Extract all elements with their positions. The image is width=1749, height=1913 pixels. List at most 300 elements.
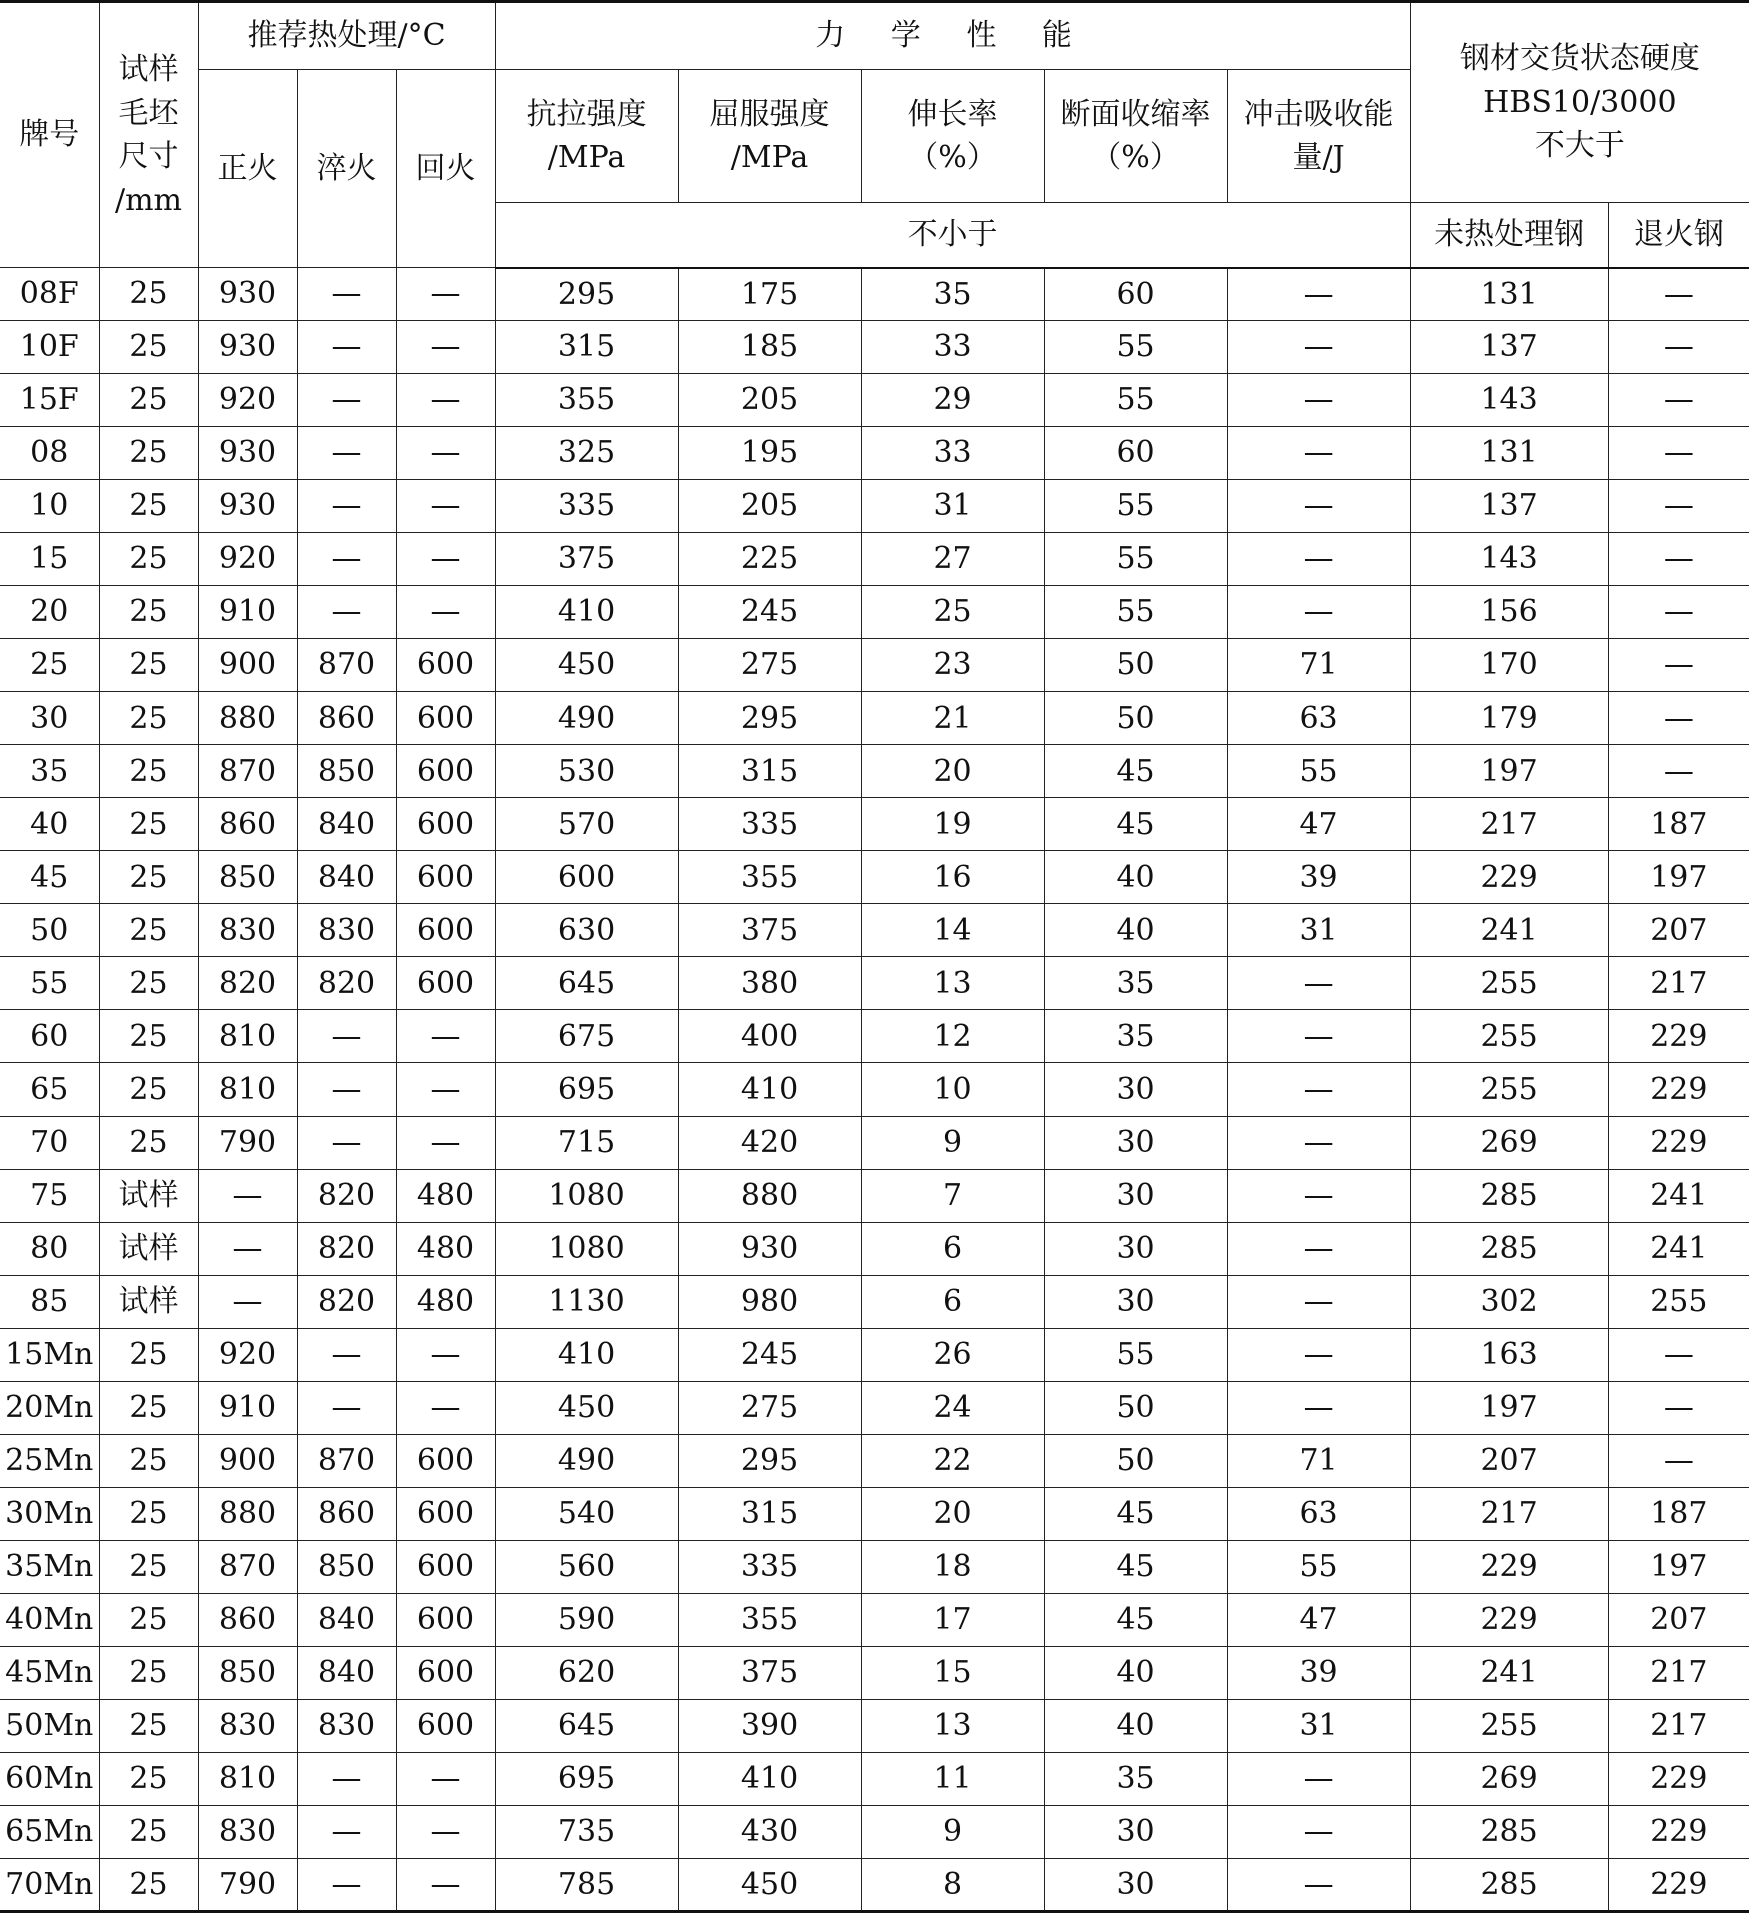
cell-hardness-untreated: 241: [1410, 904, 1608, 957]
cell-sample-size: 25: [99, 798, 198, 851]
cell-yield-strength: 450: [678, 1858, 861, 1911]
cell-quenching: —: [297, 480, 396, 533]
cell-normalizing: 830: [198, 1805, 297, 1858]
cell-normalizing: 830: [198, 904, 297, 957]
cell-reduction-of-area: 45: [1044, 1487, 1227, 1540]
cell-grade: 45Mn: [0, 1646, 99, 1699]
cell-reduction-of-area: 30: [1044, 1222, 1227, 1275]
cell-elongation: 20: [861, 1487, 1044, 1540]
cell-hardness-untreated: 143: [1410, 533, 1608, 586]
cell-impact-energy: 39: [1227, 851, 1410, 904]
cell-tensile-strength: 590: [495, 1593, 678, 1646]
table-row: [0, 798, 1749, 851]
cell-hardness-annealed: —: [1608, 586, 1749, 639]
cell-grade: 10F: [0, 321, 99, 374]
cell-normalizing: —: [198, 1275, 297, 1328]
cell-reduction-of-area: 50: [1044, 1381, 1227, 1434]
table-row: [0, 268, 1749, 321]
cell-sample-size: 25: [99, 1540, 198, 1593]
cell-hardness-annealed: 229: [1608, 1805, 1749, 1858]
cell-tempering: 600: [396, 1593, 495, 1646]
cell-hardness-untreated: 197: [1410, 745, 1608, 798]
cell-elongation: 33: [861, 321, 1044, 374]
cell-impact-energy: —: [1227, 1222, 1410, 1275]
cell-quenching: —: [297, 533, 396, 586]
table-row: [0, 639, 1749, 692]
cell-tempering: —: [396, 1116, 495, 1169]
cell-sample-size: 25: [99, 1858, 198, 1911]
cell-yield-strength: 175: [678, 268, 861, 321]
cell-yield-strength: 315: [678, 1487, 861, 1540]
cell-yield-strength: 410: [678, 1063, 861, 1116]
cell-elongation: 15: [861, 1646, 1044, 1699]
header-elongation: [861, 70, 1044, 203]
cell-hardness-annealed: 187: [1608, 798, 1749, 851]
cell-tensile-strength: 450: [495, 639, 678, 692]
cell-tensile-strength: 540: [495, 1487, 678, 1540]
cell-hardness-annealed: 217: [1608, 957, 1749, 1010]
cell-tensile-strength: 410: [495, 1328, 678, 1381]
cell-tensile-strength: 645: [495, 1699, 678, 1752]
cell-tempering: —: [396, 1010, 495, 1063]
table-row: [0, 1699, 1749, 1752]
cell-tensile-strength: 295: [495, 268, 678, 321]
cell-quenching: 870: [297, 1434, 396, 1487]
cell-yield-strength: 375: [678, 1646, 861, 1699]
header-reduction-of-area: [1044, 70, 1227, 203]
cell-normalizing: 930: [198, 321, 297, 374]
cell-normalizing: 850: [198, 1646, 297, 1699]
cell-normalizing: 880: [198, 1487, 297, 1540]
cell-elongation: 17: [861, 1593, 1044, 1646]
cell-normalizing: 920: [198, 1328, 297, 1381]
cell-elongation: 10: [861, 1063, 1044, 1116]
cell-reduction-of-area: 45: [1044, 1540, 1227, 1593]
cell-elongation: 25: [861, 586, 1044, 639]
cell-hardness-untreated: 131: [1410, 427, 1608, 480]
cell-reduction-of-area: 50: [1044, 1434, 1227, 1487]
cell-normalizing: 860: [198, 1593, 297, 1646]
cell-normalizing: 810: [198, 1752, 297, 1805]
cell-normalizing: 920: [198, 374, 297, 427]
cell-grade: 20: [0, 586, 99, 639]
cell-elongation: 7: [861, 1169, 1044, 1222]
cell-hardness-untreated: 197: [1410, 1381, 1608, 1434]
cell-tensile-strength: 645: [495, 957, 678, 1010]
cell-reduction-of-area: 30: [1044, 1858, 1227, 1911]
cell-grade: 08F: [0, 268, 99, 321]
cell-sample-size: 25: [99, 1010, 198, 1063]
cell-hardness-untreated: 285: [1410, 1169, 1608, 1222]
cell-sample-size: 25: [99, 692, 198, 745]
cell-tempering: —: [396, 427, 495, 480]
cell-elongation: 8: [861, 1858, 1044, 1911]
cell-tensile-strength: 620: [495, 1646, 678, 1699]
cell-impact-energy: —: [1227, 1858, 1410, 1911]
cell-elongation: 16: [861, 851, 1044, 904]
cell-elongation: 23: [861, 639, 1044, 692]
header-line: 伸长率: [907, 96, 998, 132]
cell-tensile-strength: 355: [495, 374, 678, 427]
cell-impact-energy: 47: [1227, 1593, 1410, 1646]
cell-hardness-annealed: —: [1608, 1328, 1749, 1381]
table-body: [0, 268, 1749, 1912]
cell-sample-size: 25: [99, 268, 198, 321]
cell-reduction-of-area: 35: [1044, 957, 1227, 1010]
cell-elongation: 26: [861, 1328, 1044, 1381]
table-row: [0, 427, 1749, 480]
cell-grade: 50: [0, 904, 99, 957]
cell-normalizing: 920: [198, 533, 297, 586]
cell-reduction-of-area: 40: [1044, 904, 1227, 957]
cell-reduction-of-area: 45: [1044, 1593, 1227, 1646]
cell-grade: 25Mn: [0, 1434, 99, 1487]
cell-quenching: 820: [297, 957, 396, 1010]
cell-elongation: 21: [861, 692, 1044, 745]
cell-hardness-annealed: —: [1608, 1434, 1749, 1487]
cell-normalizing: 930: [198, 427, 297, 480]
cell-tempering: 600: [396, 851, 495, 904]
cell-reduction-of-area: 55: [1044, 1328, 1227, 1381]
cell-tempering: 600: [396, 904, 495, 957]
cell-hardness-untreated: 217: [1410, 1487, 1608, 1540]
cell-reduction-of-area: 55: [1044, 480, 1227, 533]
cell-elongation: 12: [861, 1010, 1044, 1063]
cell-impact-energy: 39: [1227, 1646, 1410, 1699]
cell-hardness-untreated: 255: [1410, 1010, 1608, 1063]
cell-tempering: 600: [396, 1434, 495, 1487]
cell-grade: 15F: [0, 374, 99, 427]
cell-hardness-untreated: 229: [1410, 851, 1608, 904]
cell-sample-size: 25: [99, 427, 198, 480]
cell-tensile-strength: 1130: [495, 1275, 678, 1328]
cell-hardness-untreated: 229: [1410, 1540, 1608, 1593]
cell-hardness-annealed: 217: [1608, 1646, 1749, 1699]
cell-normalizing: 930: [198, 480, 297, 533]
header-hardness-line: HBS10/3000: [1483, 84, 1677, 120]
cell-grade: 15Mn: [0, 1328, 99, 1381]
cell-sample-size: 25: [99, 1487, 198, 1540]
cell-hardness-annealed: 229: [1608, 1116, 1749, 1169]
header-sample-size-line: 试样: [118, 52, 179, 87]
cell-hardness-annealed: —: [1608, 427, 1749, 480]
cell-tensile-strength: 735: [495, 1805, 678, 1858]
cell-elongation: 29: [861, 374, 1044, 427]
header-quenching: 淬火: [297, 70, 396, 268]
cell-reduction-of-area: 55: [1044, 533, 1227, 586]
cell-quenching: 840: [297, 798, 396, 851]
cell-grade: 35Mn: [0, 1540, 99, 1593]
cell-hardness-annealed: —: [1608, 1381, 1749, 1434]
cell-hardness-untreated: 255: [1410, 1699, 1608, 1752]
cell-reduction-of-area: 30: [1044, 1116, 1227, 1169]
cell-grade: 30: [0, 692, 99, 745]
cell-elongation: 18: [861, 1540, 1044, 1593]
cell-elongation: 33: [861, 427, 1044, 480]
cell-yield-strength: 205: [678, 480, 861, 533]
cell-yield-strength: 375: [678, 904, 861, 957]
cell-sample-size: 25: [99, 480, 198, 533]
cell-reduction-of-area: 55: [1044, 586, 1227, 639]
cell-tensile-strength: 1080: [495, 1222, 678, 1275]
cell-elongation: 22: [861, 1434, 1044, 1487]
cell-impact-energy: —: [1227, 1381, 1410, 1434]
table-row: [0, 1487, 1749, 1540]
table-row: [0, 957, 1749, 1010]
cell-elongation: 13: [861, 957, 1044, 1010]
cell-hardness-untreated: 269: [1410, 1116, 1608, 1169]
cell-tempering: —: [396, 1328, 495, 1381]
cell-tempering: 600: [396, 957, 495, 1010]
header-yield-strength: [678, 70, 861, 203]
cell-impact-energy: —: [1227, 1116, 1410, 1169]
cell-impact-energy: —: [1227, 1805, 1410, 1858]
cell-tempering: —: [396, 321, 495, 374]
header-hardness-line: 钢材交货状态硬度: [1459, 41, 1700, 77]
header-tempering: 回火: [396, 70, 495, 268]
cell-sample-size: 25: [99, 1646, 198, 1699]
cell-tensile-strength: 600: [495, 851, 678, 904]
cell-hardness-untreated: 131: [1410, 268, 1608, 321]
cell-grade: 60Mn: [0, 1752, 99, 1805]
cell-normalizing: 930: [198, 268, 297, 321]
table-row: [0, 692, 1749, 745]
cell-quenching: 850: [297, 745, 396, 798]
cell-hardness-annealed: —: [1608, 692, 1749, 745]
cell-tempering: 600: [396, 798, 495, 851]
cell-quenching: 820: [297, 1169, 396, 1222]
header-line: （%）: [1091, 140, 1180, 175]
cell-tempering: —: [396, 1858, 495, 1911]
cell-sample-size: 25: [99, 1593, 198, 1646]
cell-impact-energy: —: [1227, 586, 1410, 639]
cell-impact-energy: 71: [1227, 639, 1410, 692]
cell-tempering: —: [396, 268, 495, 321]
header-sample-size-line: 毛坯: [118, 95, 179, 131]
header-heat-treatment: 推荐热处理/°C: [198, 2, 495, 70]
cell-tempering: —: [396, 1063, 495, 1116]
cell-yield-strength: 430: [678, 1805, 861, 1858]
cell-sample-size: 试样: [99, 1275, 198, 1328]
cell-hardness-untreated: 207: [1410, 1434, 1608, 1487]
cell-grade: 25: [0, 639, 99, 692]
cell-reduction-of-area: 30: [1044, 1063, 1227, 1116]
cell-hardness-untreated: 143: [1410, 374, 1608, 427]
cell-reduction-of-area: 55: [1044, 374, 1227, 427]
table-row: [0, 1540, 1749, 1593]
cell-impact-energy: —: [1227, 1063, 1410, 1116]
cell-tensile-strength: 375: [495, 533, 678, 586]
cell-tensile-strength: 570: [495, 798, 678, 851]
cell-tempering: 600: [396, 692, 495, 745]
header-hardness-line: 不大于: [1534, 128, 1625, 164]
cell-tensile-strength: 335: [495, 480, 678, 533]
cell-tensile-strength: 450: [495, 1381, 678, 1434]
cell-yield-strength: 295: [678, 692, 861, 745]
header-line: 屈服强度: [709, 96, 830, 132]
table-row: [0, 480, 1749, 533]
cell-hardness-untreated: 137: [1410, 480, 1608, 533]
cell-elongation: 9: [861, 1116, 1044, 1169]
cell-normalizing: 870: [198, 1540, 297, 1593]
cell-yield-strength: 355: [678, 851, 861, 904]
header-sample-size: [99, 2, 198, 268]
header-hardness: [1410, 2, 1749, 203]
cell-normalizing: 910: [198, 586, 297, 639]
cell-reduction-of-area: 45: [1044, 745, 1227, 798]
cell-yield-strength: 980: [678, 1275, 861, 1328]
cell-normalizing: 870: [198, 745, 297, 798]
cell-quenching: 870: [297, 639, 396, 692]
cell-tempering: 480: [396, 1275, 495, 1328]
cell-tempering: 600: [396, 745, 495, 798]
cell-normalizing: 820: [198, 957, 297, 1010]
cell-hardness-annealed: 229: [1608, 1858, 1749, 1911]
cell-quenching: —: [297, 268, 396, 321]
cell-quenching: —: [297, 1752, 396, 1805]
cell-hardness-untreated: 179: [1410, 692, 1608, 745]
table-row: [0, 1063, 1749, 1116]
cell-sample-size: 25: [99, 1805, 198, 1858]
cell-grade: 40: [0, 798, 99, 851]
cell-hardness-untreated: 170: [1410, 639, 1608, 692]
cell-quenching: —: [297, 1805, 396, 1858]
cell-grade: 85: [0, 1275, 99, 1328]
cell-quenching: —: [297, 1381, 396, 1434]
cell-grade: 45: [0, 851, 99, 904]
cell-reduction-of-area: 30: [1044, 1275, 1227, 1328]
cell-quenching: —: [297, 427, 396, 480]
cell-yield-strength: 245: [678, 1328, 861, 1381]
cell-reduction-of-area: 55: [1044, 321, 1227, 374]
header-grade: 牌号: [0, 2, 99, 268]
header-not-less-than: 不小于: [495, 203, 1410, 268]
cell-sample-size: 25: [99, 639, 198, 692]
cell-sample-size: 25: [99, 1381, 198, 1434]
table-row: [0, 1381, 1749, 1434]
cell-normalizing: 850: [198, 851, 297, 904]
cell-sample-size: 试样: [99, 1222, 198, 1275]
table-row: [0, 533, 1749, 586]
cell-hardness-annealed: 229: [1608, 1063, 1749, 1116]
cell-reduction-of-area: 60: [1044, 268, 1227, 321]
cell-yield-strength: 880: [678, 1169, 861, 1222]
cell-elongation: 20: [861, 745, 1044, 798]
cell-quenching: —: [297, 321, 396, 374]
cell-elongation: 6: [861, 1275, 1044, 1328]
cell-yield-strength: 380: [678, 957, 861, 1010]
cell-tensile-strength: 1080: [495, 1169, 678, 1222]
cell-hardness-untreated: 137: [1410, 321, 1608, 374]
cell-hardness-annealed: 241: [1608, 1222, 1749, 1275]
table-row: [0, 1275, 1749, 1328]
cell-impact-energy: —: [1227, 1328, 1410, 1381]
cell-quenching: 840: [297, 1646, 396, 1699]
cell-hardness-untreated: 156: [1410, 586, 1608, 639]
cell-reduction-of-area: 35: [1044, 1752, 1227, 1805]
header-line: 冲击吸收能: [1243, 96, 1394, 132]
cell-yield-strength: 315: [678, 745, 861, 798]
header-line: 量/J: [1292, 140, 1345, 175]
header-sample-size-line: /mm: [114, 182, 182, 218]
cell-impact-energy: —: [1227, 1752, 1410, 1805]
cell-tempering: 480: [396, 1169, 495, 1222]
cell-tempering: —: [396, 480, 495, 533]
cell-normalizing: 810: [198, 1010, 297, 1063]
cell-hardness-annealed: —: [1608, 745, 1749, 798]
cell-hardness-annealed: 217: [1608, 1699, 1749, 1752]
cell-yield-strength: 275: [678, 1381, 861, 1434]
cell-hardness-untreated: 241: [1410, 1646, 1608, 1699]
cell-normalizing: 830: [198, 1699, 297, 1752]
cell-normalizing: 900: [198, 639, 297, 692]
cell-tempering: 600: [396, 1699, 495, 1752]
cell-tensile-strength: 530: [495, 745, 678, 798]
cell-grade: 10: [0, 480, 99, 533]
cell-tensile-strength: 315: [495, 321, 678, 374]
header-line: /MPa: [730, 140, 809, 175]
cell-impact-energy: 31: [1227, 904, 1410, 957]
table-row: [0, 851, 1749, 904]
cell-elongation: 13: [861, 1699, 1044, 1752]
cell-tensile-strength: 560: [495, 1540, 678, 1593]
cell-hardness-annealed: 229: [1608, 1010, 1749, 1063]
cell-sample-size: 25: [99, 904, 198, 957]
cell-reduction-of-area: 30: [1044, 1169, 1227, 1222]
cell-normalizing: 810: [198, 1063, 297, 1116]
cell-hardness-untreated: 163: [1410, 1328, 1608, 1381]
header-line: 断面收缩率: [1060, 96, 1211, 132]
cell-sample-size: 25: [99, 745, 198, 798]
cell-hardness-untreated: 229: [1410, 1593, 1608, 1646]
table-row: [0, 904, 1749, 957]
cell-tensile-strength: 490: [495, 1434, 678, 1487]
table-row: [0, 1858, 1749, 1911]
cell-normalizing: 790: [198, 1116, 297, 1169]
cell-yield-strength: 335: [678, 798, 861, 851]
cell-yield-strength: 205: [678, 374, 861, 427]
cell-impact-energy: 55: [1227, 1540, 1410, 1593]
cell-elongation: 6: [861, 1222, 1044, 1275]
cell-elongation: 14: [861, 904, 1044, 957]
cell-elongation: 24: [861, 1381, 1044, 1434]
cell-sample-size: 25: [99, 533, 198, 586]
table-row: [0, 321, 1749, 374]
cell-impact-energy: —: [1227, 1010, 1410, 1063]
cell-hardness-untreated: 302: [1410, 1275, 1608, 1328]
cell-reduction-of-area: 50: [1044, 639, 1227, 692]
cell-hardness-annealed: —: [1608, 321, 1749, 374]
cell-yield-strength: 410: [678, 1752, 861, 1805]
cell-yield-strength: 400: [678, 1010, 861, 1063]
cell-impact-energy: 47: [1227, 798, 1410, 851]
cell-elongation: 31: [861, 480, 1044, 533]
cell-hardness-annealed: —: [1608, 268, 1749, 321]
cell-grade: 70Mn: [0, 1858, 99, 1911]
header-impact-energy: [1227, 70, 1410, 203]
cell-normalizing: 900: [198, 1434, 297, 1487]
cell-reduction-of-area: 60: [1044, 427, 1227, 480]
cell-grade: 60: [0, 1010, 99, 1063]
header-line: （%）: [908, 140, 997, 175]
cell-grade: 80: [0, 1222, 99, 1275]
cell-sample-size: 25: [99, 1116, 198, 1169]
cell-grade: 70: [0, 1116, 99, 1169]
cell-sample-size: 25: [99, 1434, 198, 1487]
cell-normalizing: 860: [198, 798, 297, 851]
cell-tempering: —: [396, 1805, 495, 1858]
header-normalizing: 正火: [198, 70, 297, 268]
